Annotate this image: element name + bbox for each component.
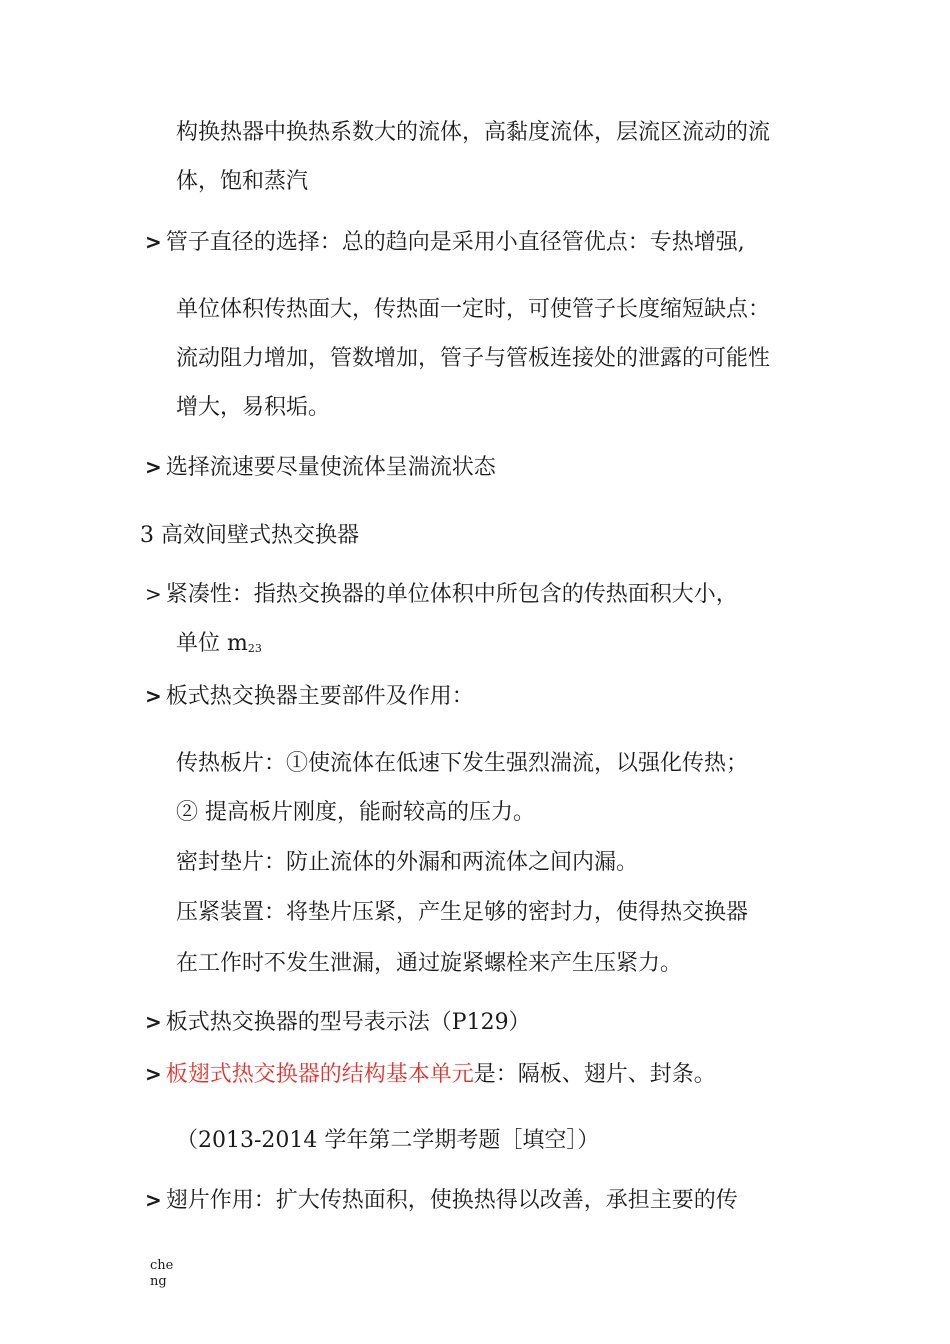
bullet-marker-icon: > xyxy=(145,582,162,606)
bullet-marker-icon: > xyxy=(145,1062,162,1086)
text-line: 流动阻力增加，管数增加，管子与管板连接处的泄露的可能性 xyxy=(176,346,771,371)
text-line: 密封垫片：防止流体的外漏和两流体之间内漏。 xyxy=(176,850,639,875)
text-line: 构换热器中换热系数大的流体，高黏度流体，层流区流动的流 xyxy=(176,120,771,145)
section-heading: 3 高效间壁式热交换器 xyxy=(140,523,359,548)
bullet-text: 翅片作用：扩大传热面积，使换热得以改善，承担主要的传 xyxy=(165,1188,738,1213)
bullet-line xyxy=(145,579,738,610)
unit-label: 单位 m xyxy=(176,631,248,656)
text-line: 单位体积传热面大，传热面一定时，可使管子长度缩短缺点： xyxy=(176,297,771,322)
text-line: 增大，易积垢。 xyxy=(176,395,331,420)
bullet-line xyxy=(145,227,745,258)
bullet-line xyxy=(145,1185,738,1216)
bullet-text: 选择流速要尽量使流体呈湍流状态 xyxy=(165,455,496,480)
bullet-marker-icon: > xyxy=(145,455,162,479)
text-line xyxy=(176,629,262,664)
bullet-line xyxy=(145,452,496,483)
footer-line: che xyxy=(150,1258,174,1273)
bullet-text: 板式热交换器的型号表示法（P129） xyxy=(165,1010,531,1035)
bullet-text: 紧凑性：指热交换器的单位体积中所包含的传热面积大小， xyxy=(165,582,738,607)
text-line: 压紧装置：将垫片压紧，产生足够的密封力，使得热交换器 xyxy=(176,900,749,925)
footer-line: ng xyxy=(150,1274,167,1289)
bullet-text: 管子直径的选择：总的趋向是采用小直径管优点：专热增强, xyxy=(165,230,745,255)
text-line: 传热板片：①使流体在低速下发生强烈湍流，以强化传热； xyxy=(176,751,749,776)
text-line: 在工作时不发生泄漏，通过旋紧螺栓来产生压紧力。 xyxy=(176,951,683,976)
text-line: 体，饱和蒸汽 xyxy=(176,169,309,194)
bullet-marker-icon: > xyxy=(145,1188,162,1212)
unit-subscript: 23 xyxy=(247,642,262,655)
text-line: ② 提高板片刚度，能耐较高的压力。 xyxy=(176,800,535,825)
page-footer xyxy=(150,1258,173,1290)
bullet-marker-icon: > xyxy=(145,230,162,254)
bullet-line xyxy=(145,1059,716,1090)
highlighted-text: 板翅式热交换器的结构基本单元 xyxy=(165,1062,474,1087)
bullet-marker-icon: > xyxy=(145,1010,162,1034)
bullet-line xyxy=(145,1007,531,1038)
bullet-text: 是：隔板、翅片、封条。 xyxy=(473,1062,716,1087)
bullet-marker-icon: > xyxy=(145,684,162,708)
bullet-text: 板式热交换器主要部件及作用： xyxy=(165,684,474,709)
text-line: （2013-2014 学年第二学期考题［填空］） xyxy=(176,1128,600,1153)
bullet-line xyxy=(145,681,474,712)
